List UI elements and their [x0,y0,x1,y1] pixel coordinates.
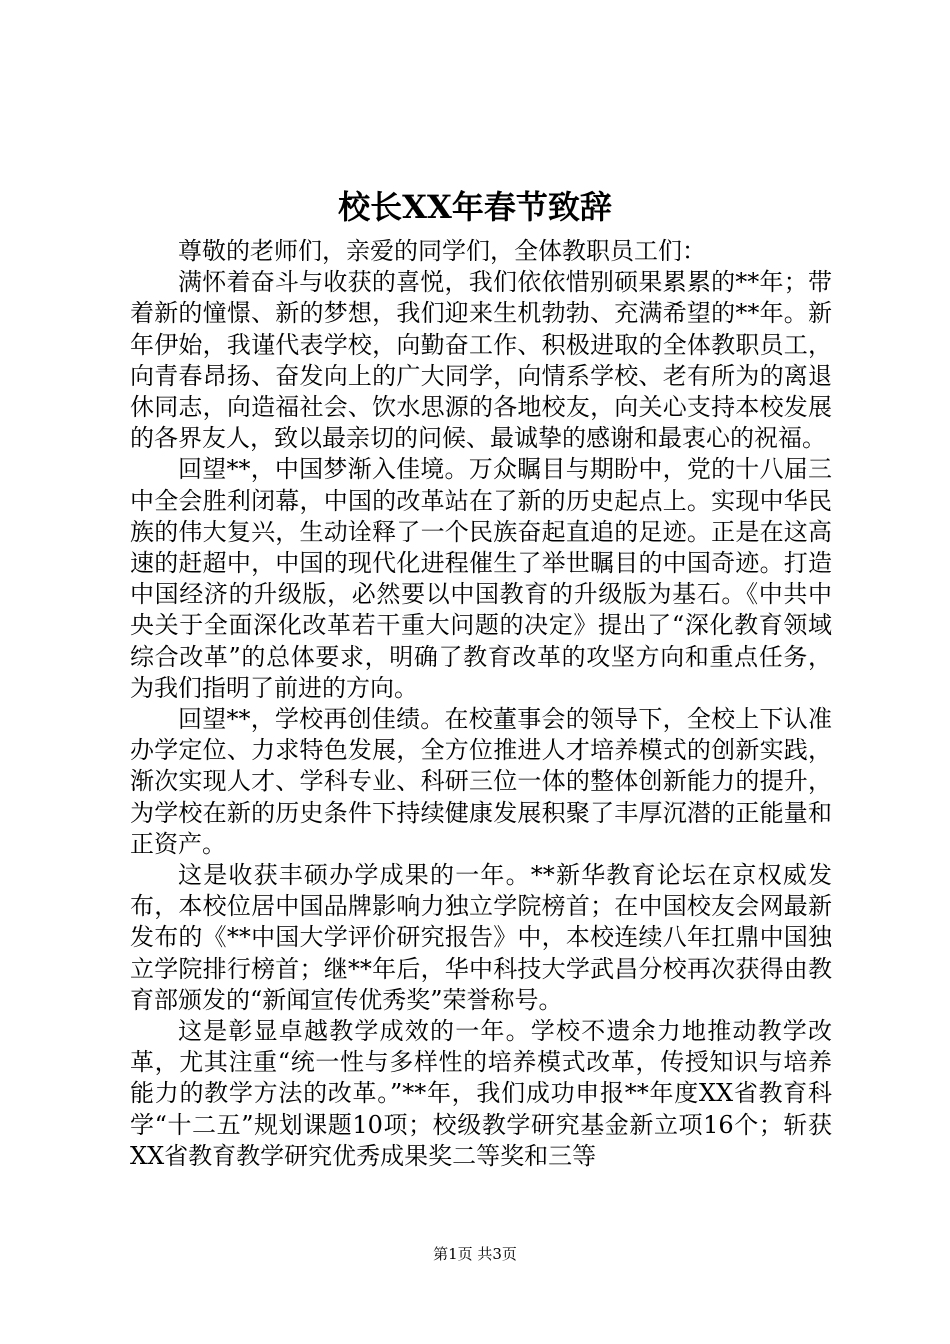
body-paragraph: 这是收获丰硕办学成果的一年。**新华教育论坛在京权威发布，本校位居中国品牌影响力独立学院榜首；在中国校友会网最新发布的《**中国大学评价研究报告》中，本校连续八年扛鼎中国独立学院排行榜首；继**年后，华中科技大学武昌分校再次获得由教育部颁发的“新闻宣传优秀奖”荣誉称号。 [130,861,832,1014]
document-body [130,236,832,1172]
body-paragraph: 这是彰显卓越教学成效的一年。学校不遗余力地推动教学改革，尤其注重“统一性与多样性的培养模式改革，传授知识与培养能力的教学方法的改革。”**年，我们成功申报**年度XX省教育科学“十二五”规划课题10项；校级教学研究基金新立项16个；斩获XX省教育教学研究优秀成果奖二等奖和三等 [130,1017,832,1170]
greeting-paragraph: 尊敬的老师们，亲爱的同学们，全体教职员工们： [178,237,706,265]
body-paragraph: 回望**，学校再创佳绩。在校董事会的领导下，全校上下认准办学定位、力求特色发展，全方位推进人才培养模式的创新实践，渐次实现人才、学科专业、科研三位一体的整体创新能力的提升，为学校在新的历史条件下持续健康发展积聚了丰厚沉潜的正能量和正资产。 [130,705,832,858]
page-number-footer: 第1页 共3页 [433,1245,517,1263]
document-title: 校长XX年春节致辞 [338,188,612,226]
body-paragraph: 回望**，中国梦渐入佳境。万众瞩目与期盼中，党的十八届三中全会胜利闭幕，中国的改革站在了新的历史起点上。实现中华民族的伟大复兴，生动诠释了一个民族奋起直追的足迹。正是在这高速的赶超中，中国的现代化进程催生了举世瞩目的中国奇迹。打造中国经济的升级版，必然要以中国教育的升级版为基石。《中共中央关于全面深化改革若干重大问题的决定》提出了“深化教育领域综合改革”的总体要求，明确了教育改革的攻坚方向和重点任务，为我们指明了前进的方向。 [130,455,832,702]
body-paragraph: 满怀着奋斗与收获的喜悦，我们依依惜别硕果累累的**年；带着新的憧憬、新的梦想，我们迎来生机勃勃、充满希望的**年。新年伊始，我谨代表学校，向勤奋工作、积极进取的全体教职员工，向青春昂扬、奋发向上的广大同学，向情系学校、老有所为的离退休同志，向造福社会、饮水思源的各地校友，向关心支持本校发展的各界友人，致以最亲切的问候、最诚挚的感谢和最衷心的祝福。 [130,268,832,453]
